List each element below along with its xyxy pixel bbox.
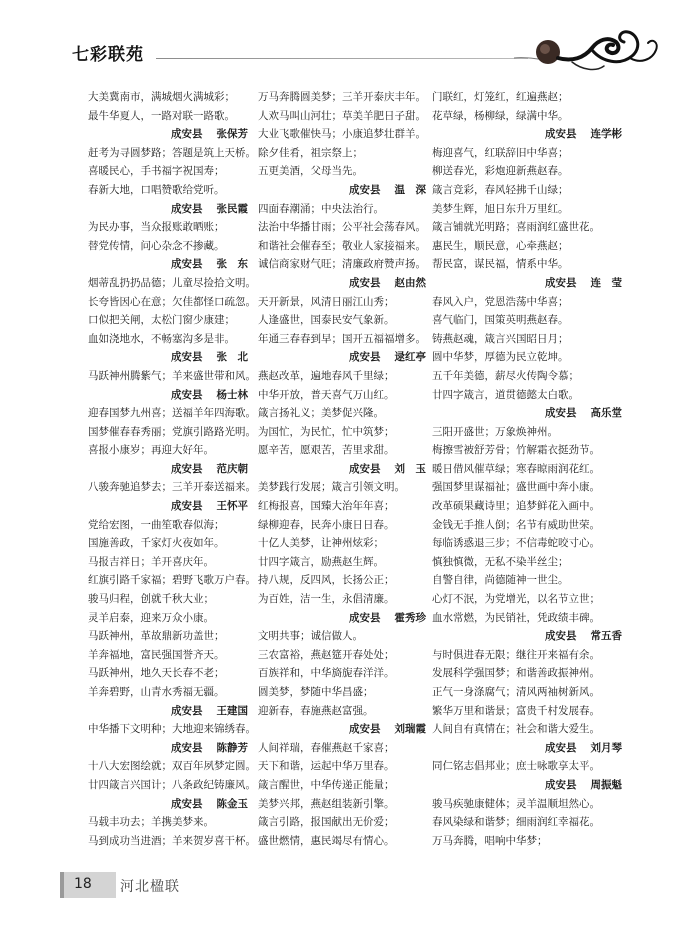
couplet-line: 柳送春光，彩炮迎新燕赵春。 (432, 165, 569, 178)
couplet-line: 大美冀南市，满城烟火满城彩； (88, 91, 235, 103)
author-credit (258, 348, 426, 367)
couplet-line: 廿四字箴言，道贯德懿太白歌。 (432, 388, 579, 401)
couplet-line: 马报吉祥日；羊开喜庆年。 (88, 555, 214, 568)
author-credit (88, 739, 248, 758)
author-name: 刘月琴 (590, 741, 622, 754)
couplet-line: 箴言竞彩，春风轻拂千山绿； (432, 183, 569, 196)
couplet-line: 人间祥瑞，春催燕赵千家喜； (258, 741, 395, 754)
couplet-line: 中华播下文明种；大地迎来锦绣春。 (88, 723, 256, 736)
author-name: 张保芳 (216, 128, 248, 141)
author-county: 成安县 (171, 351, 203, 364)
couplet-line: 每临诱惑退三步；不信毒蛇咬寸心。 (432, 537, 600, 550)
author-name: 周振魁 (590, 778, 622, 791)
couplet-line: 春新大地，口唱赞歌给党听。 (88, 183, 225, 196)
couplet-line: 万马奔腾圆美梦；三羊开泰庆丰年。 (258, 91, 426, 103)
couplet-line: 同仁铭志倡邦业；庶士咏歌享太平。 (432, 760, 600, 773)
author-name: 温 深 (394, 183, 426, 196)
couplet-line: 箴言醒世，中华传递正能量； (258, 778, 395, 791)
couplet-line: 繁华万里和谐景；富贵千村发展春。 (432, 704, 600, 717)
couplet-line: 四面春潮涌；中央法治行。 (258, 202, 384, 215)
author-county: 成安县 (171, 128, 203, 141)
author-credit (432, 776, 622, 795)
couplet-line: 血水常燃，为民销社，凭政绩丰碑。 (432, 611, 600, 624)
couplet-line: 正气一身涤腐气；清风两袖树新风。 (432, 686, 600, 698)
author-county: 成安县 (171, 462, 203, 475)
couplet-line: 人欢马叫山河壮；草美羊肥日子甜。 (258, 109, 426, 122)
couplet-line: 自警自律，尚德随神一世尘。 (432, 574, 569, 587)
author-county: 成安县 (171, 258, 203, 271)
author-name: 陈金玉 (216, 797, 248, 810)
couplet-line: 燕赵改革，遍地春风千里绿； (258, 369, 395, 382)
couplet-line: 五千年美德，薪尽火传陶令慕； (432, 369, 579, 382)
couplet-line: 血如浇地水，不畅塞沟多是非。 (88, 332, 235, 345)
couplet-line: 中华开放，普天喜气万山红。 (258, 388, 395, 401)
couplet-line: 五更美酒，父母当先。 (258, 165, 363, 178)
couplet-line: 箴言铺就光明路；喜雨润红盛世花。 (432, 221, 600, 234)
author-credit (432, 739, 622, 758)
author-name: 高乐堂 (590, 407, 622, 420)
author-credit (432, 404, 622, 423)
couplet-line: 圆美梦，梦随中华昌盛； (258, 686, 374, 698)
author-county: 成安县 (545, 276, 577, 289)
couplet-line: 改革硕果藏诗里；追梦鲜花入画中。 (432, 500, 600, 513)
couplet-line: 八骏奔驰追梦去；三羊开泰送福来。 (88, 481, 256, 494)
couplet-line: 诚信商家财气旺；清廉政府赞声扬。 (258, 258, 426, 271)
couplet-line: 灵羊启泰，迎来万众小康。 (88, 611, 214, 624)
author-name: 杨士林 (216, 388, 248, 401)
author-credit (432, 274, 622, 293)
couplet-line: 梅擦雪被舒芳骨；竹解霜衣挺劲节。 (432, 444, 600, 457)
couplet-line: 愿辛苦，愿艰苦，苦里求甜。 (258, 444, 395, 457)
author-credit (88, 795, 248, 814)
couplet-line: 烟蒂乱扔扔品德；儿童尽捡拾文明。 (88, 276, 256, 289)
couplet-line: 箴言引路，报国献出无价爱； (258, 816, 395, 829)
author-name: 张 北 (216, 351, 248, 364)
couplet-line: 心灯不泯，为党增光，以名节立世； (432, 593, 600, 606)
couplet-line: 最牛华夏人，一路对联一路歌。 (88, 109, 235, 122)
couplet-line: 百族祥和，中华旖旎春洋洋。 (258, 667, 395, 680)
author-credit (88, 255, 248, 274)
author-name: 常五香 (590, 630, 622, 643)
couplet-line: 马跃神州，地久天长春不老； (88, 667, 225, 680)
couplet-line: 为国忙，为民忙，忙中筑梦； (258, 425, 395, 438)
couplet-column-right (432, 88, 622, 850)
couplet-line: 美梦兴邦，燕赵组装新引擎。 (258, 797, 395, 810)
couplet-line: 门联红，灯笼红，红遍燕赵； (432, 91, 569, 103)
couplet-line: 迎春国梦九州喜；送福羊年四海歌。 (88, 407, 256, 420)
couplet-line: 文明共事；诚信做人。 (258, 630, 363, 643)
couplet-line: 箴言扬礼义；美梦促兴隆。 (258, 407, 384, 420)
couplet-line: 春风染绿和谐梦；细雨润红幸福花。 (432, 816, 600, 829)
couplet-line: 与时俱进春无限；继往开来福有余。 (432, 648, 600, 661)
couplet-line: 十亿人美梦，让神州炫彩； (258, 537, 384, 550)
author-credit (88, 125, 248, 144)
author-county: 成安县 (349, 351, 381, 364)
author-credit (432, 125, 622, 144)
author-credit (88, 497, 248, 516)
couplet-line: 三农富裕，燕赵筵开春处处； (258, 648, 395, 661)
author-credit (258, 720, 426, 739)
couplet-line: 十八大宏图绘就；双百年夙梦定圆。 (88, 760, 256, 773)
couplet-line: 天下和谐，运起中华万里春。 (258, 760, 395, 773)
couplet-line: 天开新景，风清日丽江山秀； (258, 295, 395, 308)
couplet-line: 三阳开盛世；万象焕神州。 (432, 425, 558, 438)
couplet-line: 喜气临门，国策英明燕赵春。 (432, 314, 569, 327)
page-number: 18 (74, 876, 92, 892)
couplet-line: 骏马疾驰康健体；灵羊温顺坦然心。 (432, 797, 600, 810)
author-name: 霍秀珍 (394, 611, 426, 624)
couplet-line: 圆中华梦，厚德为民立乾坤。 (432, 351, 569, 364)
author-county: 成安县 (545, 407, 577, 420)
couplet-line: 暖日借风催草绿；寒春晾雨润花红。 (432, 462, 600, 475)
couplet-line: 红梅报喜，国臻大治年年喜； (258, 500, 395, 513)
couplet-line: 慎独慎微，无私不染半丝尘； (432, 555, 569, 568)
author-name: 连 莹 (590, 276, 622, 289)
couplet-line: 铸燕赵魂，箴言兴国昭日月； (432, 332, 569, 345)
author-county: 成安县 (171, 741, 203, 754)
couplet-line: 惠民生，顺民意，心牵燕赵； (432, 239, 569, 252)
author-county: 成安县 (349, 276, 381, 289)
author-name: 陈静芳 (216, 741, 248, 754)
couplet-line: 帮民富，谋民福，情系中华。 (432, 258, 569, 271)
couplet-line: 喜暖民心，手书福字祝国寿； (88, 165, 225, 178)
couplet-line: 为民办事，当众报账敢晒账； (88, 221, 225, 234)
author-name: 范庆朝 (216, 462, 248, 475)
couplet-line: 人逢盛世，国泰民安气象新。 (258, 314, 395, 327)
author-name: 刘 玉 (394, 462, 426, 475)
author-county: 成安县 (171, 704, 203, 717)
author-name: 王建国 (216, 704, 248, 717)
section-title: 七彩联苑 (72, 45, 144, 65)
author-name: 逯红亭 (394, 351, 426, 364)
author-county: 成安县 (349, 723, 381, 736)
author-county: 成安县 (545, 778, 577, 791)
couplet-line: 大业飞歌催快马；小康追梦壮群羊。 (258, 128, 426, 141)
couplet-line: 党给宏图，一曲笙歌春似海； (88, 518, 225, 531)
author-credit (258, 274, 426, 293)
couplet-line: 喜报小康岁；再迎大好年。 (88, 444, 214, 457)
couplet-line: 春风入户，党恩浩荡中华喜； (432, 295, 569, 308)
author-county: 成安县 (171, 500, 203, 513)
couplet-line: 除夕佳肴，祖宗祭上； (258, 146, 363, 159)
author-county: 成安县 (349, 462, 381, 475)
couplet-line: 法治中华播甘雨；公平社会荡春风。 (258, 221, 426, 234)
author-name: 张 东 (216, 258, 248, 271)
author-name: 赵由然 (394, 276, 426, 289)
author-credit (88, 460, 248, 479)
author-credit (258, 460, 426, 479)
couplet-line: 马载丰功去；羊携美梦来。 (88, 816, 214, 829)
author-credit (258, 181, 426, 200)
couplet-line: 马到成功当进酒；羊来贺岁喜干杯。 (88, 834, 256, 847)
author-county: 成安县 (171, 388, 203, 401)
couplet-line: 廿四字箴言，励燕赵生辉。 (258, 555, 384, 568)
author-county: 成安县 (545, 630, 577, 643)
couplet-line: 红旗引路千家福；碧野飞歌万户春。 (88, 574, 256, 587)
couplet-line: 为百姓，洁一生，永倡清廉。 (258, 593, 395, 606)
author-county: 成安县 (545, 128, 577, 141)
couplet-line: 梅迎喜气，红联辞旧中华喜； (432, 146, 569, 159)
author-credit (88, 386, 248, 405)
couplet-line: 廿四箴言兴国计；八条政纪铸廉风。 (88, 778, 256, 791)
couplet-column-middle (258, 88, 426, 850)
couplet-line: 美梦生辉，旭日东升万里红。 (432, 202, 569, 215)
couplet-line: 替党传情，问心杂念不掺藏。 (88, 239, 225, 252)
header-rule (156, 58, 528, 59)
author-county: 成安县 (171, 202, 203, 215)
author-credit (88, 348, 248, 367)
couplet-line: 羊奔福地，富民强国誉齐天。 (88, 648, 225, 661)
couplet-line: 羊奔碧野，山青水秀福无疆。 (88, 686, 225, 698)
author-credit (88, 702, 248, 721)
couplet-line: 万马奔腾，唱响中华梦； (432, 834, 548, 847)
author-credit (258, 609, 426, 628)
couplet-line: 口似把关闸，太松门窗少康建； (88, 314, 235, 327)
couplet-line: 强国梦里谋福祉；盛世画中奔小康。 (432, 481, 600, 494)
couplet-line: 马跃神州腾紫气；羊来盛世带和风。 (88, 369, 256, 382)
couplet-line: 持八规，反四风，长扬公正； (258, 574, 395, 587)
couplet-line: 国梦催春春秀丽；党旗引路路光明。 (88, 425, 256, 438)
couplet-line: 骏马归程，创就千秋大业； (88, 593, 214, 606)
couplet-line: 盛世燃情，惠民竭尽有情心。 (258, 834, 395, 847)
couplet-line: 迎新春，春施燕赵富强。 (258, 704, 374, 717)
couplet-line: 和谐社会催春至；敬业人家接福来。 (258, 239, 426, 252)
author-credit (88, 200, 248, 219)
couplet-line: 金钱无手推人倒；名节有威助世荣。 (432, 518, 600, 531)
couplet-column-left (88, 88, 256, 850)
author-county: 成安县 (171, 797, 203, 810)
author-name: 张民霞 (216, 202, 248, 215)
author-name: 王怀平 (216, 500, 248, 513)
couplet-line: 年通三春春到早；国开五福福增多。 (258, 332, 426, 345)
couplet-line: 国施善政，千家灯火夜如年。 (88, 537, 225, 550)
couplet-line: 长夸皆因心在意；欠佳都怪口疏忽。 (88, 295, 256, 308)
brush-swirl-ornament-icon (512, 18, 662, 78)
couplet-line: 发展科学强国梦；和谐善政振神州。 (432, 667, 600, 680)
couplet-line: 绿柳迎春，民奔小康日日春。 (258, 518, 395, 531)
magazine-title: 河北楹联 (120, 879, 180, 895)
couplet-line: 赶考为寻圆梦路；答题是筑上天桥。 (88, 146, 256, 159)
couplet-line: 人间自有真情在；社会和谐大爱生。 (432, 723, 600, 736)
couplet-line: 花草绿，杨柳绿，绿满中华。 (432, 109, 569, 122)
couplet-line: 马跃神州，革故鼎新功盖世； (88, 630, 225, 643)
author-county: 成安县 (349, 611, 381, 624)
author-credit (432, 627, 622, 646)
author-name: 刘瑞霞 (394, 723, 426, 736)
author-county: 成安县 (545, 741, 577, 754)
author-county: 成安县 (349, 183, 381, 196)
author-name: 连学彬 (590, 128, 622, 141)
couplet-line: 美梦践行发展；箴言引领文明。 (258, 481, 405, 494)
